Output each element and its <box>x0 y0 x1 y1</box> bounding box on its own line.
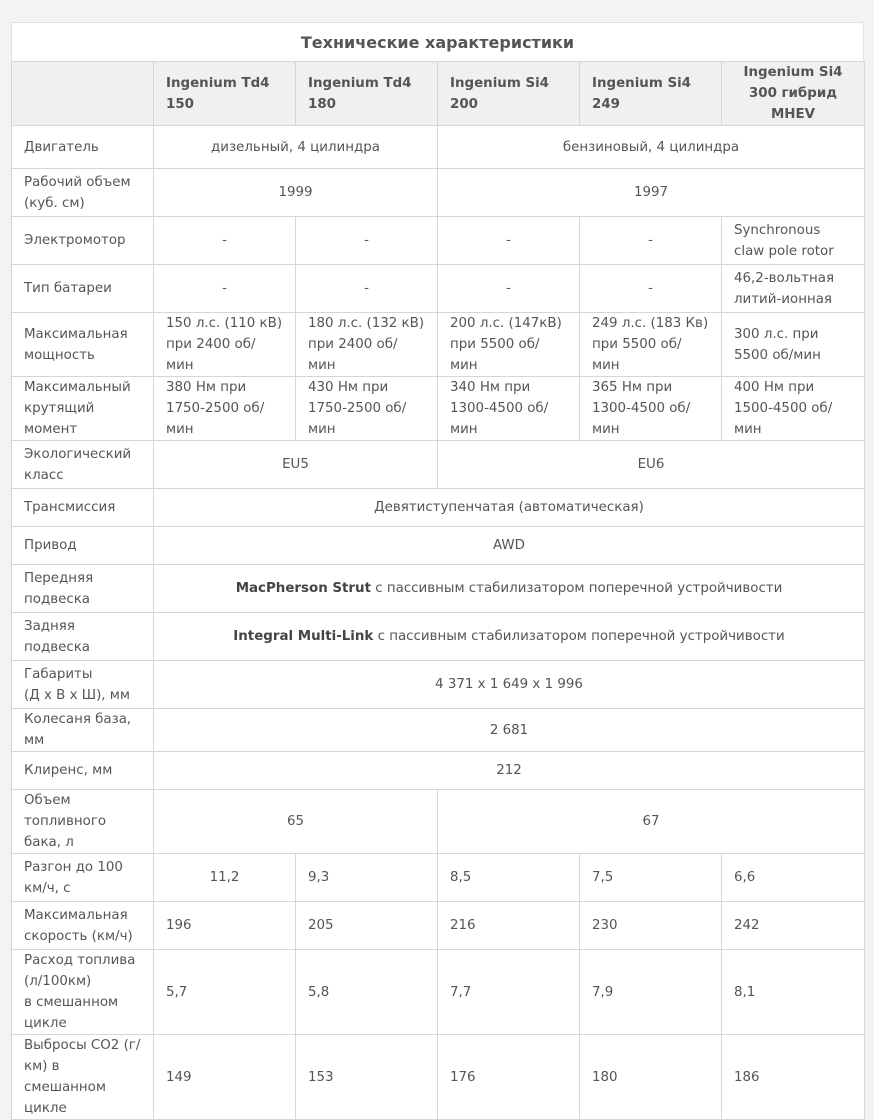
table-row <box>12 441 865 489</box>
row-label-line: Габариты <box>24 666 93 682</box>
cell: 8,5 <box>438 854 580 902</box>
cell: дизельный, 4 цилиндра <box>154 126 438 169</box>
cell: 11,2 <box>154 854 296 902</box>
row-label: Максимальная мощность <box>12 313 154 377</box>
cell: Девятиступенчатая (автоматическая) <box>154 489 865 527</box>
cell: бензиновый, 4 цилиндра <box>438 126 865 169</box>
cell: EU6 <box>438 441 865 489</box>
cell: 65 <box>154 790 438 854</box>
table-row <box>12 126 865 169</box>
cell: 2 681 <box>154 709 865 752</box>
row-label: Передняя подвеска <box>12 565 154 613</box>
header-col-2: Ingenium Td4 180 <box>296 62 438 126</box>
cell: 4 371 х 1 649 х 1 996 <box>154 661 865 709</box>
cell: 196 <box>154 902 296 950</box>
header-corner <box>12 62 154 126</box>
cell: 340 Нм при 1300-4500 об/мин <box>438 377 580 441</box>
cell: 180 л.с. (132 кВ) при 2400 об/мин <box>296 313 438 377</box>
row-label: Максимальный крутящий момент <box>12 377 154 441</box>
row-label: Тип батареи <box>12 265 154 313</box>
row-label: Задняя подвеска <box>12 613 154 661</box>
cell <box>154 613 865 661</box>
cell: 7,9 <box>580 950 722 1035</box>
suspension-type: MacPherson Strut <box>235 581 371 596</box>
cell: 180 <box>580 1035 722 1120</box>
cell: 5,8 <box>296 950 438 1035</box>
cell: 1997 <box>438 169 865 217</box>
cell: 186 <box>722 1035 865 1120</box>
table-row <box>12 169 865 217</box>
cell: 216 <box>438 902 580 950</box>
cell: 149 <box>154 1035 296 1120</box>
row-label: Разгон до 100 км/ч, с <box>12 854 154 902</box>
header-col-5: Ingenium Si4 300 гибрид MHEV <box>722 62 865 126</box>
cell: 8,1 <box>722 950 865 1035</box>
header-col-3: Ingenium Si4 200 <box>438 62 580 126</box>
table-row <box>12 265 865 313</box>
table-row <box>12 790 865 854</box>
cell: - <box>154 217 296 265</box>
row-label-line: в смешанном цикле <box>24 995 119 1031</box>
cell: - <box>154 265 296 313</box>
cell: Synchronous claw pole rotor <box>722 217 865 265</box>
row-label: Колесаня база, мм <box>12 709 154 752</box>
cell: 150 л.с. (110 кВ) при 2400 об/мин <box>154 313 296 377</box>
cell: 300 л.с. при 5500 об/мин <box>722 313 865 377</box>
table-row <box>12 377 865 441</box>
cell: 9,3 <box>296 854 438 902</box>
cell: 67 <box>438 790 865 854</box>
specs-table <box>11 61 865 1120</box>
row-label-line: (Д х В х Ш), мм <box>24 687 131 703</box>
cell: 7,5 <box>580 854 722 902</box>
table-row <box>12 217 865 265</box>
header-col-1: Ingenium Td4 150 <box>154 62 296 126</box>
row-label: Максимальная скорость (км/ч) <box>12 902 154 950</box>
row-label: Трансмиссия <box>12 489 154 527</box>
table-row <box>12 709 865 752</box>
cell: EU5 <box>154 441 438 489</box>
cell <box>154 565 865 613</box>
cell: 205 <box>296 902 438 950</box>
row-label <box>12 661 154 709</box>
cell: - <box>580 217 722 265</box>
row-label: Привод <box>12 527 154 565</box>
table-title: Технические характеристики <box>11 22 864 61</box>
cell: 7,7 <box>438 950 580 1035</box>
row-label: Объем топливного бака, л <box>12 790 154 854</box>
row-label: Экологический класс <box>12 441 154 489</box>
table-row <box>12 1035 865 1120</box>
cell: AWD <box>154 527 865 565</box>
cell: 6,6 <box>722 854 865 902</box>
row-label: Выбросы CO2 (г/км) в смешанном цикле <box>12 1035 154 1120</box>
table-row <box>12 527 865 565</box>
table-row <box>12 613 865 661</box>
cell: - <box>580 265 722 313</box>
cell: 1999 <box>154 169 438 217</box>
suspension-desc: с пассивным стабилизатором поперечной устройчивости <box>373 629 785 644</box>
table-row <box>12 752 865 790</box>
table-row <box>12 902 865 950</box>
table-row <box>12 950 865 1035</box>
specs-panel <box>11 22 864 1120</box>
cell: 176 <box>438 1035 580 1120</box>
cell: 230 <box>580 902 722 950</box>
row-label: Двигатель <box>12 126 154 169</box>
row-label: Электромотор <box>12 217 154 265</box>
cell: 212 <box>154 752 865 790</box>
cell: - <box>296 265 438 313</box>
row-label: Рабочий объем (куб. см) <box>12 169 154 217</box>
suspension-type: Integral Multi-Link <box>233 629 374 644</box>
cell: 249 л.с. (183 Кв) при 5500 об/мин <box>580 313 722 377</box>
table-row <box>12 854 865 902</box>
cell: - <box>296 217 438 265</box>
table-row <box>12 313 865 377</box>
table-row <box>12 661 865 709</box>
cell: 242 <box>722 902 865 950</box>
cell: 5,7 <box>154 950 296 1035</box>
row-label: Клиренс, мм <box>12 752 154 790</box>
cell: 380 Нм при 1750-2500 об/мин <box>154 377 296 441</box>
suspension-desc: с пассивным стабилизатором поперечной устройчивости <box>370 581 783 596</box>
cell: 153 <box>296 1035 438 1120</box>
cell: - <box>438 217 580 265</box>
table-row <box>12 565 865 613</box>
row-label-line: Расход топлива (л/100км) <box>24 953 136 989</box>
cell: 365 Нм при 1300-4500 об/мин <box>580 377 722 441</box>
cell: 46,2-вольтная литий-ионная <box>722 265 865 313</box>
table-row <box>12 489 865 527</box>
header-col-4: Ingenium Si4 249 <box>580 62 722 126</box>
table-header-row <box>12 62 865 126</box>
cell: - <box>438 265 580 313</box>
cell: 400 Нм при 1500-4500 об/мин <box>722 377 865 441</box>
cell: 430 Нм при 1750-2500 об/мин <box>296 377 438 441</box>
cell: 200 л.с. (147кВ) при 5500 об/мин <box>438 313 580 377</box>
row-label <box>12 950 154 1035</box>
